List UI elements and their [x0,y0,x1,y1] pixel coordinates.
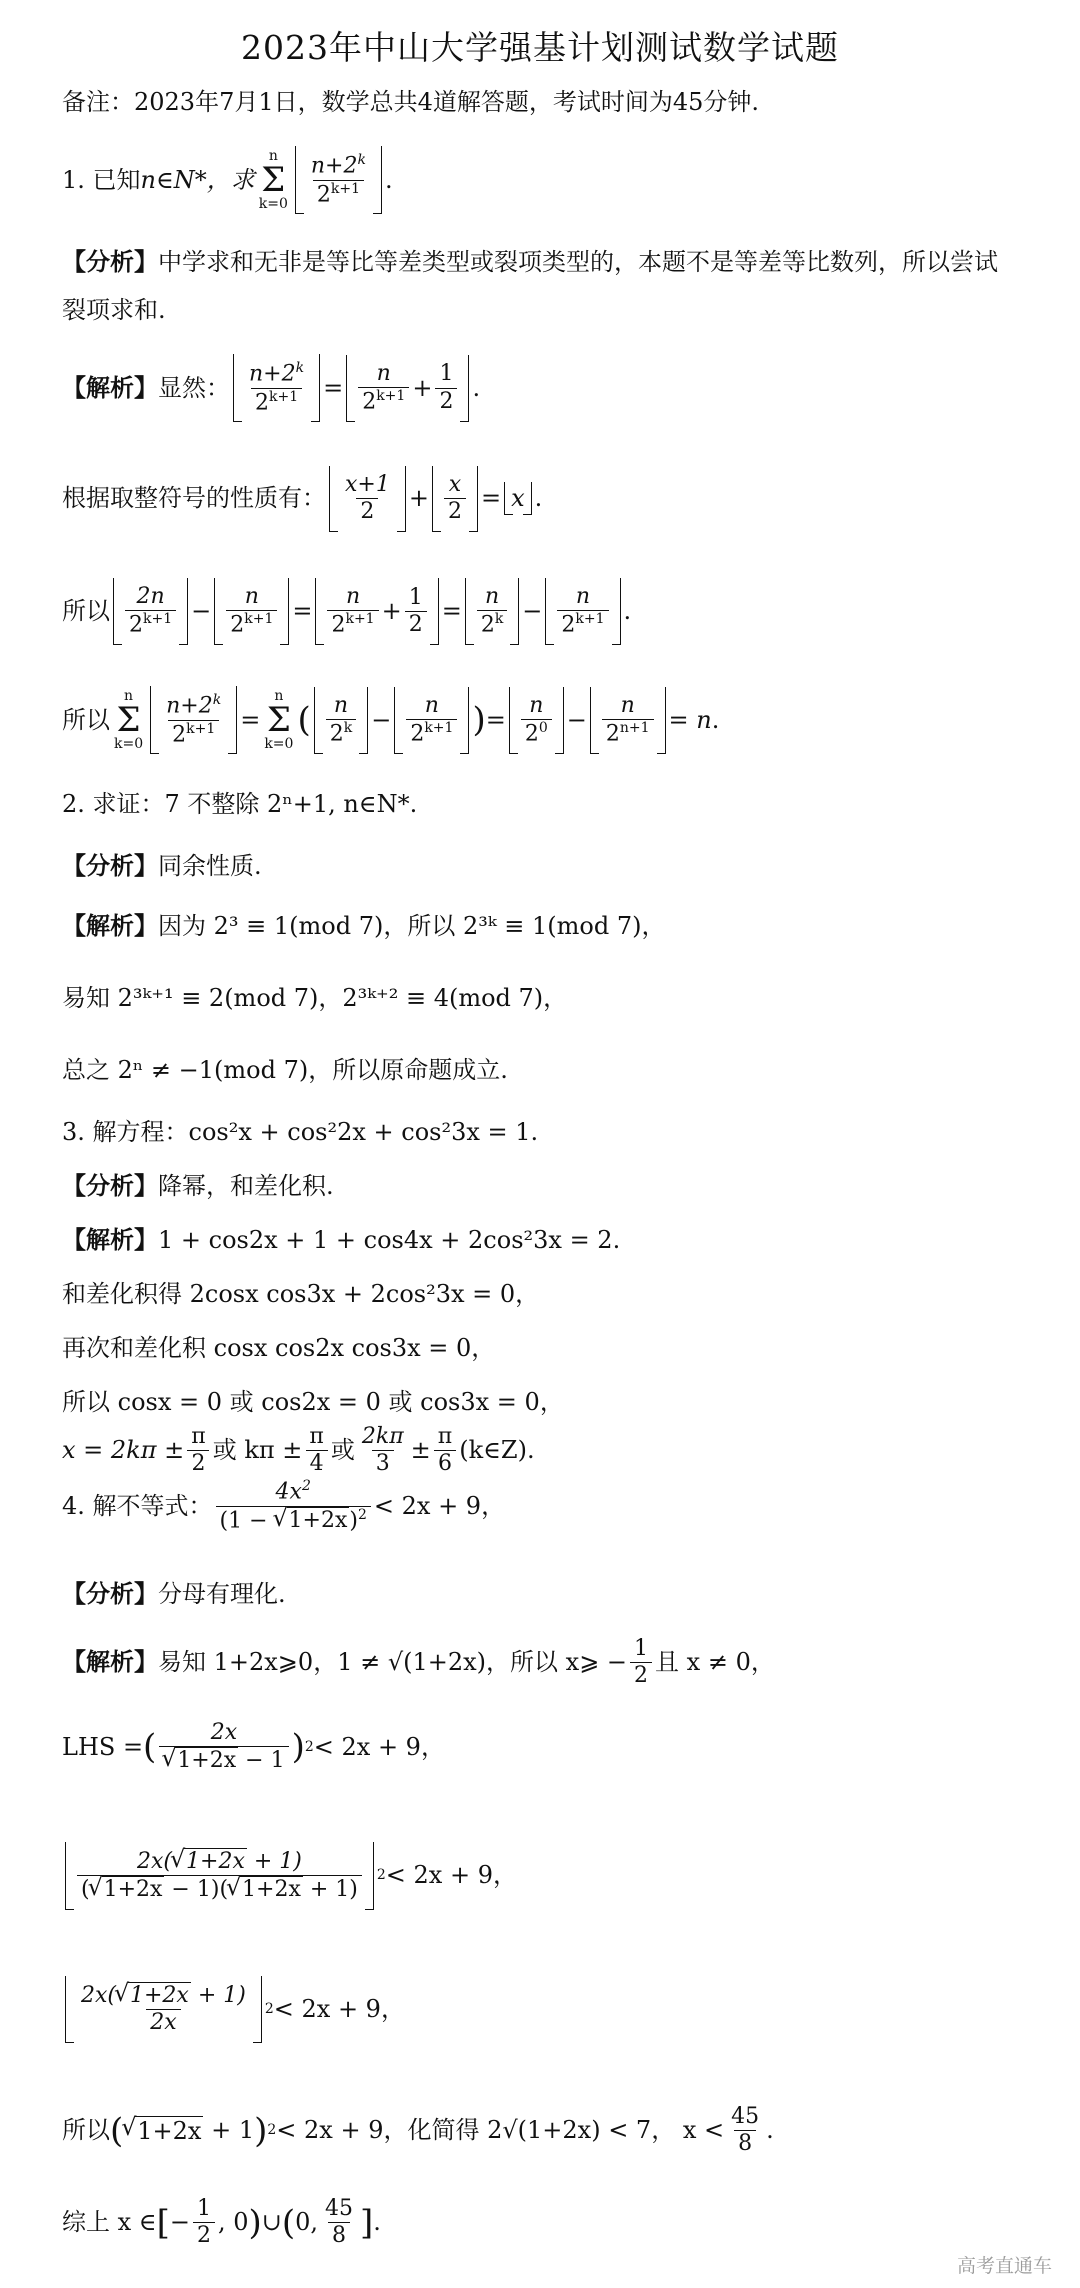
q2-analysis: 【分析】 同余性质. [62,852,262,880]
q4-conclusion: 综上 x ∈ [ − $\frac{1}{2}$ , 0 ) ∪ ( 0, $\frac{45}{8}$ ] . [62,2196,381,2249]
q3-step4: 所以 cosx = 0 或 cos2x = 0 或 cos3x = 0， [62,1388,564,1416]
q1-stem: 1. 已知 n∈N*，求 n Σ k=0 $\frac{n+2^k}{2^{k+1}}$ . [62,146,1018,214]
q2-step3: 总之 2ⁿ ≠ −1(mod 7)，所以原命题成立. [62,1056,508,1084]
q3-step1: 【解析】 1 + cos2x + 1 + cos4x + 2cos²3x = 2. [62,1226,621,1254]
q4-step1: 【解析】 易知 1+2x⩾0，1 ≠ √(1+2x)，所以 x⩾ − $\frac{1}{2}$ 且 x ≠ 0， [62,1636,775,1689]
q3-analysis: 【分析】 降幂，和差化积. [62,1172,334,1200]
q4-stem: 4. 解不等式： $\frac{4x^2}{(1 - √ 1+2x)^2}$ < 2x + 9， [62,1478,1018,1534]
q3-step5: x = 2kπ ± $\frac{\pi}{2}$ 或 kπ ± $\frac{\pi}{4}$ 或 $\frac{2k\pi}{3}$ ± $\frac{\pi}{6}$ (k∈Z). [62,1424,535,1477]
q4-step2: LHS = ( 2x √ 1+2x − 1 ) 2 < 2x + 9， [62,1720,1018,1775]
q1-step3: 所以 $\frac{2n}{2^{k+1}}$ − $\frac{n}{2^{k+1}}$ = $\frac{n}{2^{k+1}}$ + $\frac{1}{2}$ = $\frac{n}{2^k}$ − $\frac{n}{2^{k+1}}$ . [62,578,1018,645]
q4-step5: 所以 ( √ 1+2x + 1 ) 2 < 2x + 9，化简得 2√(1+2x) < 7， x < $\frac{45}{8}$ . [62,2104,1018,2158]
q3-step2: 和差化积得 2cosx cos3x + 2cos²3x = 0， [62,1280,540,1308]
q1-step1: 【解析】 显然： $\frac{n+2^k}{2^{k+1}}$ = $\frac{n}{2^{k+1}}$ + $\frac{1}{2}$ . [62,354,1018,422]
q2-step2: 易知 2³ᵏ⁺¹ ≡ 2(mod 7)，2³ᵏ⁺² ≡ 4(mod 7)， [62,984,568,1012]
q3-stem: 3. 解方程：cos²x + cos²2x + cos²3x = 1. [62,1118,539,1146]
document-title: 2023年中山大学强基计划测试数学试题 [241,28,839,67]
watermark-text: 高考直通车 [956,2255,1052,2277]
q4-analysis: 【分析】 分母有理化. [62,1580,286,1608]
q4-step3: $\frac{2x(√ 1+2x + 1)}{(√ 1+2x - 1)(√ 1+2x + 1)}$ 2 < 2x + 9， [62,1842,1018,1910]
q3-step3: 再次和差化积 cosx cos2x cos3x = 0， [62,1334,496,1362]
q1-step4: 所以 n Σ k=0 $\frac{n+2^k}{2^{k+1}}$ = n Σ k=0 ( $\frac{n}{2^k}$ − $\frac{n}{2^{k+1}}$ ) = $\frac{n}{2^0}$ − $\frac{n}{2^{n+1}}$ = n . [62,686,1018,754]
q1-step2: 根据取整符号的性质有： $\frac{x+1}{2}$ + $\frac{x}{2}$ = x . [62,466,1018,532]
q2-step1: 【解析】 因为 2³ ≡ 1(mod 7)，所以 2³ᵏ ≡ 1(mod 7)， [62,912,666,940]
q2-stem: 2. 求证：7 不整除 2ⁿ+1, n∈N*. [62,790,418,818]
exam-note: 备注：2023年7月1日，数学总共4道解答题，考试时间为45分钟. [62,88,760,116]
q4-step4: $\frac{2x(√ 1+2x + 1)}{2x}$ 2 < 2x + 9， [62,1976,1018,2043]
q1-analysis: 【分析】中学求和无非是等比等差类型或裂项类型的，本题不是等差等比数列，所以尝试裂项求和. [62,248,998,324]
